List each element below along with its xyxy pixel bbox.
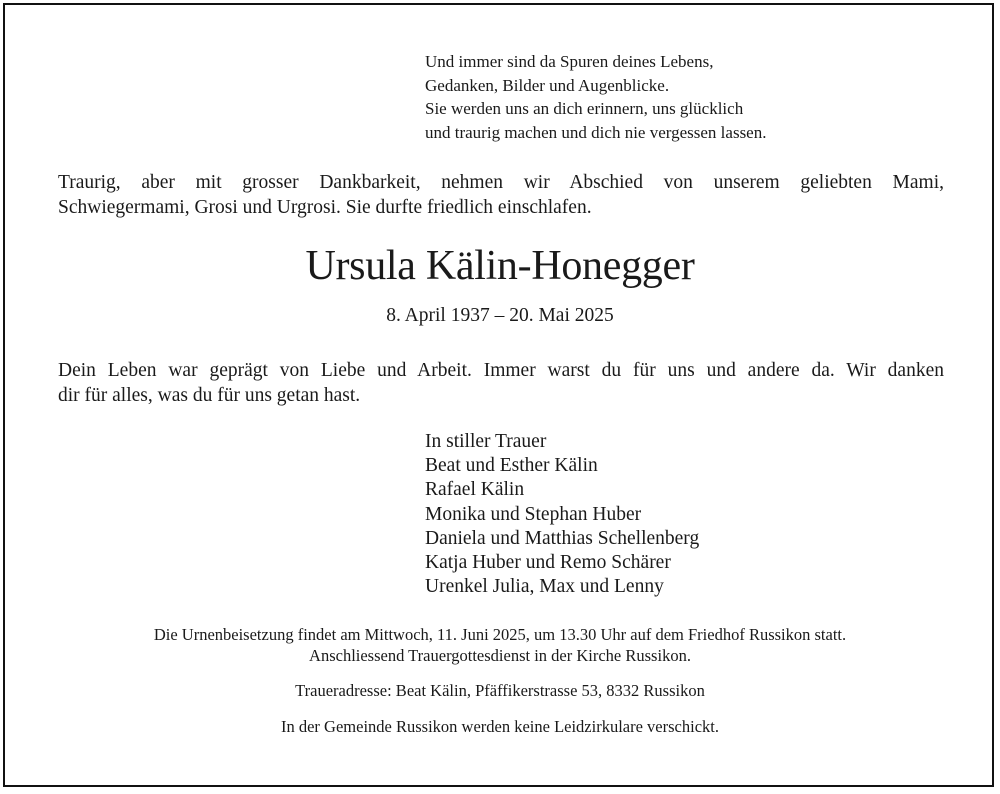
poem-line: Sie werden uns an dich erinnern, uns glücklich (425, 99, 744, 118)
circular-line: In der Gemeinde Russikon werden keine Leidzirkulare verschickt. (280, 717, 719, 736)
deceased-name: Ursula Kälin-Honegger (305, 243, 695, 289)
circular-notice (0, 716, 1000, 737)
life-dates: 8. April 1937 – 20. Mai 2025 (386, 305, 614, 326)
burial-line: Die Urnenbeisetzung findet am Mittwoch, 11. Juni 2025, um 13.30 Uhr auf dem Friedhof Russikon statt. (153, 625, 847, 644)
life-line: Dein Leben war geprägt von Liebe und Arbeit. Immer warst du für uns und andere da. Wir danken (58, 360, 944, 381)
mourner-name: Daniela und Matthias Schellenberg (425, 527, 700, 549)
burial-line: Anschliessend Trauergottesdienst in der Kirche Russikon. (309, 646, 691, 665)
mourner-name: Katja Huber und Remo Schärer (425, 552, 671, 574)
address-line: Traueradresse: Beat Kälin, Pfäffikerstrasse 53, 8332 Russikon (295, 681, 705, 700)
intro-line: Traurig, aber mit grosser Dankbarkeit, nehmen wir Abschied von unserem geliebten Mami, (58, 172, 944, 193)
mourners-heading: In stiller Trauer (425, 431, 547, 452)
poem (425, 50, 766, 144)
mourner-name: Beat und Esther Kälin (425, 455, 598, 477)
life-paragraph (58, 358, 944, 408)
mourner-name: Monika und Stephan Huber (425, 503, 642, 525)
mourner-name: Urenkel Julia, Max und Lenny (425, 576, 664, 598)
poem-line: und traurig machen und dich nie vergessen lassen. (425, 122, 767, 142)
mourning-address (0, 680, 1000, 701)
mourner-name: Rafael Kälin (425, 479, 525, 501)
poem-line: Und immer sind da Spuren deines Lebens, (425, 52, 714, 71)
intro-line: Schwiegermami, Grosi und Urgrosi. Sie durfte friedlich einschlafen. (58, 197, 592, 218)
burial-notice (0, 624, 1000, 666)
poem-line: Gedanken, Bilder und Augenblicke. (425, 75, 670, 95)
mourners-list (425, 430, 699, 599)
life-line: dir für alles, was du für uns getan hast. (58, 385, 361, 406)
intro-paragraph (58, 170, 944, 220)
